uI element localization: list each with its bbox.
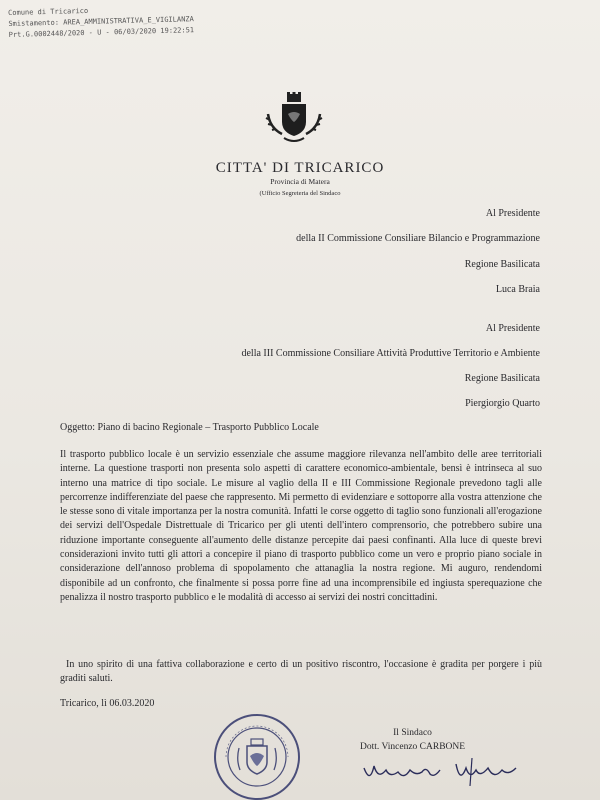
recipient-1-line-1: Al Presidente — [485, 208, 540, 219]
city-coat-of-arms-icon — [262, 92, 326, 152]
letter-subject: Oggetto: Piano di bacino Regionale – Trasporto Pubblico Locale — [60, 422, 319, 433]
signature-block — [360, 726, 465, 754]
protocol-stamp — [8, 3, 194, 41]
stamp-line-3: Prt.G.0002448/2020 - U - 06/03/2020 19:22:51 — [8, 26, 195, 39]
handwritten-signature-icon — [360, 758, 520, 788]
stamp-line-2: Smistamento: AREA_AMMINISTRATIVA_E_VIGILANZA — [8, 15, 194, 28]
letter-date: Tricarico, lì 06.03.2020 — [60, 698, 155, 709]
stamp-line-1: Comune di Tricarico — [8, 6, 89, 17]
office-name: (Ufficio Segreteria del Sindaco — [259, 190, 341, 197]
signer-name: Dott. Vincenzo CARBONE — [360, 742, 466, 752]
body-paragraph-1: Il trasporto pubblico locale è un servizio essenziale che assume maggiore rilevanza nell'ambito delle aree territoriali interne. La questione trasporti non presenta solo aspetti di carattere economico-ambientale, bensì è intrinseca al suo interno una matrice di tipo sociale. Le misure al vaglio della II e III Commissione Regionale prevedono tagli alle percorrenze indifferenziate del paese che rappresento. Mi permetto di evidenziare e sottoporre alla vostra attenzione che le stesse sono di vitale importanza per la nostra comunità. Infatti le corse oggetto di taglio sono funzionali all'erogazione dei servizi dell'Ospedale Distrettuale di Tricarico per gli utenti dell'intero comprensorio, che potrebbero subire una riduzione importante conseguente all'aumento delle distanze percepite dai paesi confinanti. Alla luce di queste brevi considerazioni invito tutti gli attori a concepire il piano di trasporto pubblico come un vero e proprio piano sociale in considerazione dell'annoso problema di spopolamento che attanaglia la nostra regione. Mi auguro, rendendomi disponibile ad un confronto, che finalmente si possa porre fine ad una incomprensibile ed ingiusta sperequazione che penalizza il nostro trasporto pubblico e le modalità di accesso ai servizi dei nostri concittadini. — [60, 449, 542, 603]
official-seal-icon — [212, 712, 302, 800]
signer-title: Il Sindaco — [393, 728, 432, 738]
recipient-1-line-2: della II Commissione Consiliare Bilancio e Programmazione — [296, 233, 540, 244]
recipient-2-line-1: Al Presidente — [485, 323, 540, 334]
recipient-2-line-3: Regione Basilicata — [464, 373, 540, 384]
province-name: Provincia di Matera — [270, 177, 330, 186]
recipient-1-line-3: Regione Basilicata — [464, 259, 540, 270]
city-name: CITTA' DI TRICARICO — [215, 160, 385, 176]
recipient-1-line-4: Luca Braia — [495, 284, 540, 295]
recipient-2-line-2: della III Commissione Consiliare Attività Produttive Territorio e Ambiente — [241, 348, 540, 359]
recipient-2-line-4: Piergiorgio Quarto — [465, 398, 540, 409]
body-paragraph-2: In uno spirito di una fattiva collaborazione e certo di un positivo riscontro, l'occasione è gradita per porgere i più graditi saluti. — [60, 659, 542, 685]
